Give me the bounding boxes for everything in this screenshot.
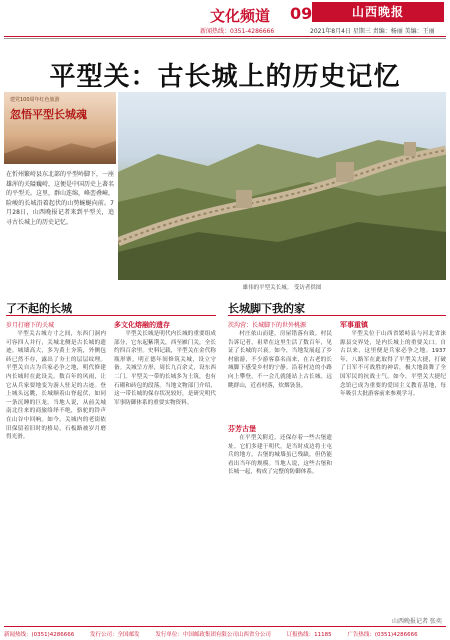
section1-subtitle: 多文化熔融的遗存 bbox=[114, 321, 170, 329]
masthead-rule-thin bbox=[4, 38, 446, 39]
section2-subtitle: 芬芳古堡 bbox=[228, 425, 256, 433]
page-footer bbox=[4, 626, 446, 638]
paper-logo: 山西晚报 bbox=[312, 2, 444, 22]
poster-wall-graphic bbox=[4, 138, 116, 164]
section1-body: 平型关古城方寸之间，东西门洞内可容四人并行，关城北侧是古长城的遗迹。城墙高大，多为黄土夯筑，外侧包砖已然不存，露出了夯土的层层纹理。平型关自古为兵家必争之地，明代修建内长城时在此设关。数百年的风雨，让它从兵家要地变为游人驻足的古迹。登上城头远眺，长城顺着山脊起伏，如同一条沉睡的巨龙。当地人说，从前关城南北往来的商旅络绎不绝，骆驼的铃声在山谷中回响。如今，关城内的老街依旧保留着旧时的格局，石板路被岁月磨得光滑。 bbox=[6, 331, 106, 441]
section1-byline: 岁月打磨下的关城 bbox=[6, 322, 55, 329]
poster-title: 忽悟平型长城魂 bbox=[10, 108, 87, 121]
page-headline: 平型关：古长城上的历史记忆 bbox=[49, 62, 401, 92]
section2-text-col2 bbox=[228, 434, 332, 622]
section2-rule bbox=[228, 315, 446, 316]
footer-item: 发行单位：中国邮政集团有限公司山西省分公司 bbox=[155, 632, 271, 638]
section2-byline: 茨沟营：长城脚下的世外桃源 bbox=[228, 322, 307, 329]
news-hotline: 新闻热线：0351-4286666 bbox=[200, 28, 275, 35]
masthead bbox=[0, 0, 450, 40]
lead-paragraph: 在忻州繁峙县东北部的平型岭脚下，一座雄浑的关隘巍峙，这便是中国历史上著名的平型关。这里，群山连绵，峰峦叠嶂，险峻的长城沿着起伏的山势蜿蜒向前。7月28日，山西晚报记者来到平型关，追寻古长城上的历史记忆。 bbox=[6, 171, 115, 226]
page-number: 09 bbox=[290, 4, 313, 23]
great-wall-illustration bbox=[118, 92, 446, 280]
section2-text-col3 bbox=[340, 330, 446, 614]
section1-text-col2 bbox=[114, 330, 216, 622]
footer-item: 新闻热线：(0351)4286666 bbox=[4, 632, 75, 638]
section2-body2: 在平型关附近，还保存着一些古堡遗址。它们多建于明代，是当时戍边将士屯兵的地方。古堡的城墙虽已残缺，但仍能看出当年的规模。当地人说，这些古堡和长城一起，构成了完整的防御体系。 bbox=[228, 435, 332, 476]
section1-rule bbox=[6, 315, 216, 316]
section2-text-col1 bbox=[228, 330, 332, 420]
section2-credit: 山西晚报记者 张奕 bbox=[392, 618, 442, 625]
section1-title: 了不起的长城 bbox=[6, 302, 72, 315]
poster-tag: 建党100周年红色旅游 bbox=[10, 97, 60, 103]
promo-poster bbox=[4, 92, 116, 164]
section1-body2: 平型关长城是明代内长城的重要组成部分，它东起紫荆关，西至雁门关，全长约四百余里。史料记载，平型关在金代称瓶形寨，明正德年间修筑关城，设立守备。关城呈方形，周长九百余丈，设东西二门。平型关一带的长城多为土筑，也有石砌和砖包的段落。当地文物部门介绍，这一带长城的保存状况较好，是研究明代军事防御体系的重要实物资料。 bbox=[114, 331, 216, 406]
footer-item: 广告热线：(0351)4286666 bbox=[347, 632, 418, 638]
section1-text-col1 bbox=[6, 330, 106, 622]
channel-name: 文化频道 bbox=[210, 7, 271, 25]
masthead-rule bbox=[4, 36, 446, 37]
section2-subtitle2: 军事重镇 bbox=[340, 321, 368, 329]
section2-title: 长城脚下我的家 bbox=[228, 302, 305, 315]
section2-body3: 平型关位于山西省繁峙县与河北省涞源县交界处，是内长城上的重要关口。自古以来，这里便是兵家必争之地。1937年，八路军在此取得了平型关大捷，打破了日军不可战胜的神话，极大地鼓舞了全国军民的抗战士气。如今，平型关大捷纪念馆已成为重要的爱国主义教育基地，每年吸引大批游客前来参观学习。 bbox=[340, 331, 446, 398]
date-line: 2021年8月4日 星期三 责编：杨丽 美编：王丽 bbox=[310, 28, 435, 35]
footer-item: 发行公司：全国邮发 bbox=[90, 632, 140, 638]
great-wall-photo bbox=[118, 92, 446, 280]
footer-item: 订报热线：11185 bbox=[286, 632, 332, 638]
photo-caption: 雄伟的平型关长城。 受访者供图 bbox=[242, 285, 322, 291]
section2-body: 村庄依山而建，房屋错落有致。村民告诉记者，祖辈在这里生活了数百年，见证了长城的兴衰。如今，当地发展起了乡村旅游，不少游客慕名而来，在古老的长城脚下感受乡村的宁静。沿着村边的小路向上攀登，不一会儿就能站上古长城。远眺群山，近看村落，炊烟袅袅。 bbox=[228, 331, 332, 389]
